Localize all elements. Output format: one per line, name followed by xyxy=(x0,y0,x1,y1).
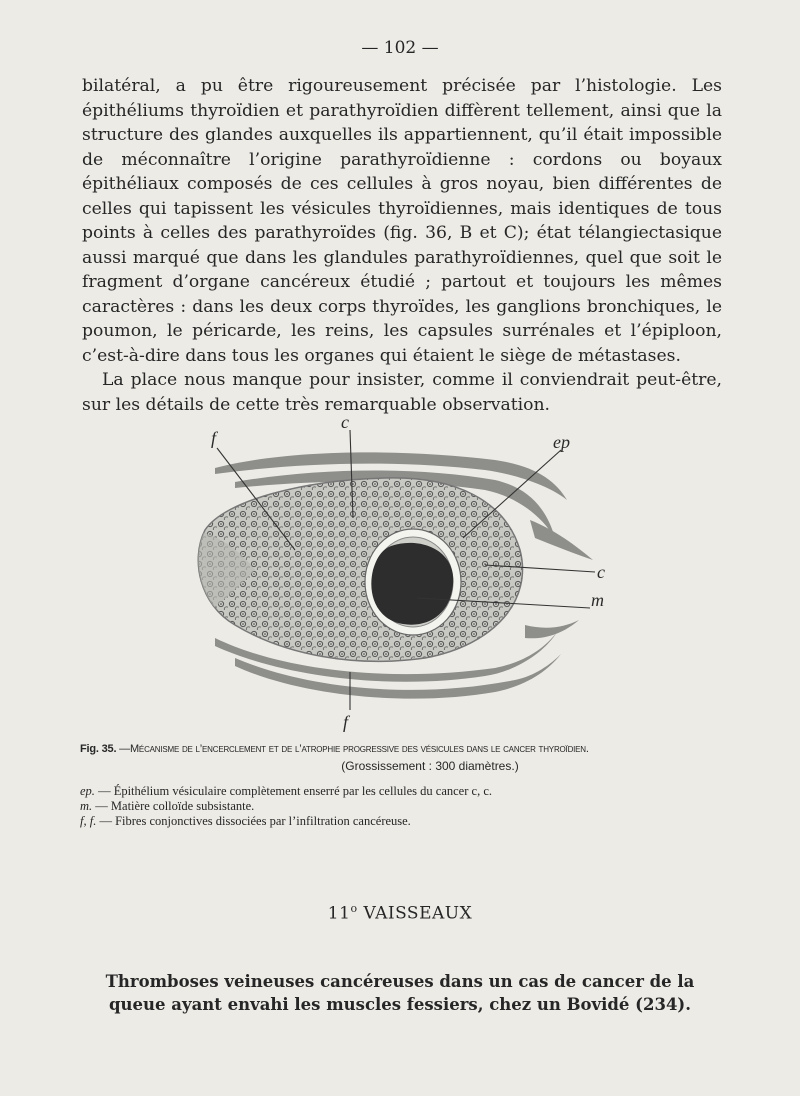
figure-35 xyxy=(195,410,615,740)
histology-illustration xyxy=(195,410,615,740)
section-ordinal: o xyxy=(350,902,358,915)
legend-item xyxy=(80,784,730,799)
label-c-top: c xyxy=(341,412,349,432)
legend-text: — Matière colloïde subsistante. xyxy=(95,799,255,813)
paragraph-2: La place nous manque pour insister, comme il conviendrait peut-être, sur les détails de cette très remarquable observation. xyxy=(82,370,722,415)
legend-key: ep. xyxy=(80,784,95,798)
figure-number: Fig. 35. xyxy=(80,743,117,755)
figure-legend xyxy=(80,784,730,829)
body-text xyxy=(82,74,722,417)
legend-item xyxy=(80,799,730,814)
legend-text: — Fibres conjonctives dissociées par l’infiltration cancéreuse. xyxy=(99,814,411,828)
label-ep: ep xyxy=(553,432,570,452)
figure-caption xyxy=(80,742,730,829)
legend-key: f, f. xyxy=(80,814,97,828)
sub-heading: Thromboses veineuses cancéreuses dans un cas de cancer de la queue ayant envahi les muscles fessiers, chez un Bovidé (234). xyxy=(105,972,695,1014)
label-f-top: f xyxy=(211,428,217,448)
label-c-right: c xyxy=(597,562,605,582)
caption-title xyxy=(80,742,730,757)
legend-item xyxy=(80,814,730,829)
caption-text: —Mécanisme de l’encerclement et de l’atrophie progressive des vésicules dans le cancer thyroïdien. xyxy=(119,743,589,755)
page-number: — 102 — xyxy=(361,38,439,58)
paragraph-1: bilatéral, a pu être rigoureusement précisée par l’histologie. Les épithéliums thyroïdien et parathyroïdien diffèrent tellement, ainsi que la structure des glandes auxquelles ils appartiennent, qu’il était impossible de méconnaître l’origine parathyroïdienne : cordons ou boyaux épithéliaux composés de ces cellules à gros noyau, bien différentes de celles qui tapissent les vésicules thyroïdiennes, mais identiques de tous points à celles des parathyroïdes (fig. 36, B et C); état télangiectasique aussi marqué que dans les glandules parathyroïdiennes, quel que soit le fragment d’organe cancéreux étudié ; partout et toujours les mêmes caractères : dans les deux corps thyroïdes, les ganglions bronchiques, le poumon, le péricarde, les reins, les capsules surrénales et l’épiploon, c’est-à-dire dans tous les organes qui étaient le siège de métastases. xyxy=(82,76,722,366)
label-m: m xyxy=(591,590,604,610)
section-title: VAISSEAUX xyxy=(363,903,473,924)
magnification: (Grossissement : 300 diamètres.) xyxy=(341,759,519,773)
legend-key: m. xyxy=(80,799,93,813)
section-heading xyxy=(0,902,800,924)
colloid-mass xyxy=(371,543,453,625)
label-f-bottom: f xyxy=(343,712,349,732)
section-number: 11 xyxy=(327,903,351,924)
legend-text: — Épithélium vésiculaire complètement enserré par les cellules du cancer c, c. xyxy=(98,784,492,798)
